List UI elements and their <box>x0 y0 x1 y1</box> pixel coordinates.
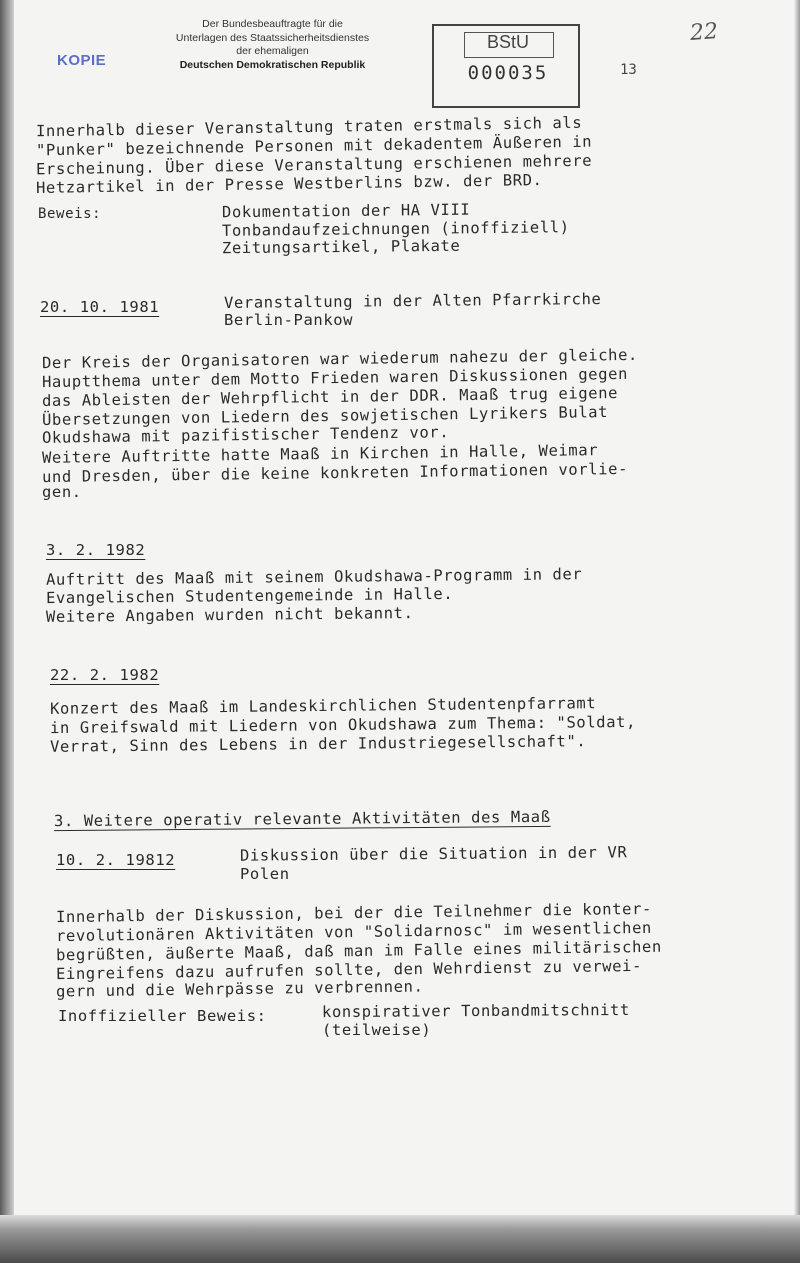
text-line: Übersetzungen von Liedern des sowjetischen Lyrikers Bulat <box>41 403 609 429</box>
evidence-item: Tonbandaufzeichnungen (inoffiziell) <box>221 218 570 240</box>
authority-line: Der Bundesbeauftragte für die <box>202 18 343 30</box>
inofficial-evidence-label: Inoffizieller Beweis: <box>58 1007 267 1025</box>
bstu-stamp <box>432 24 580 108</box>
evidence-label: Beweis: <box>38 206 102 222</box>
text-line: das Ableisten der Wehrpflicht in der DDR. Maaß trug eigene <box>41 383 619 411</box>
page-edge-bottom-shadow <box>0 1215 800 1263</box>
text-line: Konzert des Maaß im Landeskirchlichen Studentenpfarramt <box>49 694 597 718</box>
event-title: Polen <box>240 865 290 883</box>
event-title: Berlin-Pankow <box>224 311 354 329</box>
authority-line: Unterlagen des Staatssicherheitsdienstes <box>175 31 370 44</box>
event-date: 22. 2. 1982 <box>50 666 160 684</box>
page-edge-left-shadow <box>0 0 14 1263</box>
authority-header <box>130 18 415 72</box>
text-line: Verrat, Sinn des Lebens in der Industriegesellschaft". <box>49 732 587 756</box>
page-edge-right-shadow <box>794 0 800 1263</box>
authority-line: Deutschen Demokratischen Republik <box>179 58 366 71</box>
text-line: Hauptthema unter dem Motto Frieden waren Diskussionen gegen <box>41 364 629 392</box>
text-line: gern und die Wehrpässe zu verbrennen. <box>55 977 424 1001</box>
inofficial-evidence-item: (teilweise) <box>322 1021 432 1039</box>
text-line: Innerhalb dieser Veranstaltung traten erstmals sich als <box>35 113 583 141</box>
section-heading: 3. Weitere operativ relevante Aktivitäten des Maaß <box>53 807 551 831</box>
event-title: Veranstaltung in der Alten Pfarrkirche <box>223 290 602 312</box>
text-line: Erscheinung. Über diese Veranstaltung erschienen mehrere <box>35 151 593 179</box>
handwritten-number: 22 <box>689 19 719 46</box>
event-date: 10. 2. 19812 <box>56 851 176 869</box>
event-title: Diskussion über die Situation in der VR <box>239 843 628 865</box>
stamp-number: 000035 <box>467 62 549 84</box>
inofficial-evidence-item: konspirativer Tonbandmitschnitt <box>321 1000 630 1022</box>
text-line: Auftritt des Maaß mit seinem Okudshawa-Programm in der <box>45 565 583 589</box>
text-line: Weitere Auftritte hatte Maaß in Kirchen in Halle, Weimar <box>41 441 599 467</box>
text-line: Hetzartikel in der Presse Westberlins bzw. der BRD. <box>35 171 543 197</box>
text-line: Weitere Angaben wurden nicht bekannt. <box>45 604 414 626</box>
text-line: und Dresden, über die keine konkreten Informationen vorlie- <box>41 459 629 487</box>
text-line: Evangelischen Studentengemeinde in Halle. <box>45 584 454 608</box>
text-line: "Punker" bezeichnende Personen mit dekadentem Äußeren in <box>35 132 593 160</box>
evidence-item: Zeitungsartikel, Plakate <box>221 236 461 258</box>
text-line: Innerhalb der Diskussion, bei der die Teilnehmer die konter- <box>55 899 653 927</box>
text-line: Eingreifens dazu aufrufen sollte, den Wehrdienst zu verwei- <box>55 956 643 984</box>
evidence-item: Dokumentation der HA VIII <box>221 200 471 222</box>
text-line: in Greifswald mit Liedern von Okudshawa zum Thema: "Soldat, <box>49 712 637 738</box>
authority-line: der ehemaligen <box>236 45 309 57</box>
event-date: 20. 10. 1981 <box>40 298 160 316</box>
kopie-stamp: KOPIE <box>57 52 107 69</box>
text-line: revolutionären Aktivitäten von "Solidarnosc" im wesentlichen <box>55 918 653 946</box>
text-line: gen. <box>42 483 82 501</box>
stamp-title: BStU <box>486 32 529 52</box>
text-line: begrüßten, äußerte Maaß, daß man im Falle eines militärischen <box>55 937 662 965</box>
text-line: Okudshawa mit pazifistischer Tendenz vor. <box>41 423 450 447</box>
page-number: 13 <box>620 62 637 78</box>
event-date: 3. 2. 1982 <box>46 541 146 559</box>
text-line: Der Kreis der Organisatoren war wiederum nahezu der gleiche. <box>41 345 639 373</box>
